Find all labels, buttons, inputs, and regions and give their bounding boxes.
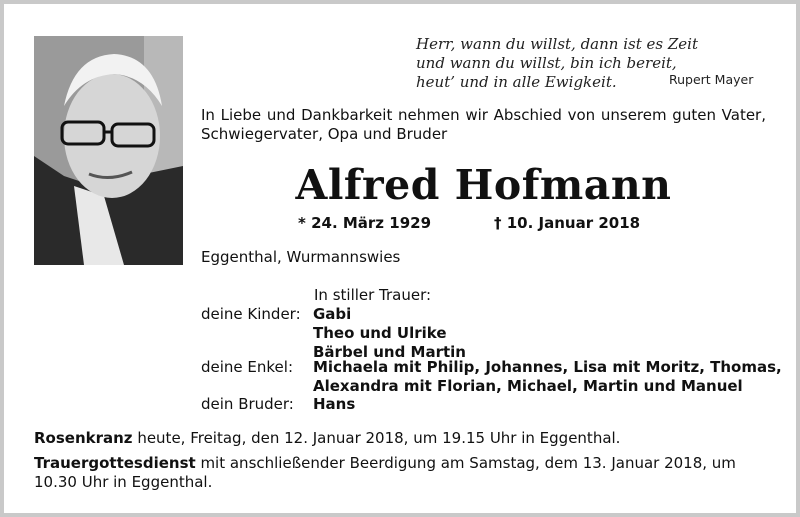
verse-line-3: heut’ und in alle Ewigkeit. — [416, 73, 617, 91]
brother-name: Hans — [313, 395, 356, 413]
intro-text: In Liebe und Dankbarkeit nehmen wir Abschied von unserem guten Vater, Schwiegervater, Opa und Bruder — [201, 106, 766, 143]
mourning-heading: In stiller Trauer: — [314, 286, 432, 304]
verse-line-1: Herr, wann du willst, dann ist es Zeit — [416, 35, 698, 53]
residence: Eggenthal, Wurmannswies — [201, 248, 401, 266]
child-3: Bärbel und Martin — [313, 343, 466, 361]
rosary-info — [34, 429, 774, 448]
child-1: Gabi — [313, 305, 352, 323]
rosary-text: heute, Freitag, den 12. Januar 2018, um 19.15 Uhr in Eggenthal. — [132, 429, 621, 447]
grandchildren-line-2: Alexandra mit Florian, Michael, Martin und Manuel — [313, 377, 743, 395]
funeral-service-text-2: 10.30 Uhr in Eggenthal. — [34, 473, 213, 491]
funeral-service-info — [34, 454, 774, 492]
verse-quote — [416, 35, 698, 92]
deceased-name: Alfred Hofmann — [295, 161, 672, 209]
verse-line-2: und wann du willst, bin ich bereit, — [416, 54, 677, 72]
portrait-photo — [34, 36, 183, 265]
children-label: deine Kinder: — [201, 305, 301, 323]
grandchildren-line-1: Michaela mit Philip, Johannes, Lisa mit Moritz, Thomas, — [313, 358, 782, 376]
verse-author: Rupert Mayer — [669, 72, 754, 87]
child-2: Theo und Ulrike — [313, 324, 447, 342]
brother-label: dein Bruder: — [201, 395, 294, 413]
funeral-service-label: Trauergottesdienst — [34, 454, 196, 472]
funeral-service-text-1: mit anschließender Beerdigung am Samstag, dem 13. Januar 2018, um — [195, 454, 736, 472]
grandchildren-list — [313, 358, 782, 396]
rosary-label: Rosenkranz — [34, 429, 133, 447]
death-date: † 10. Januar 2018 — [494, 214, 641, 232]
children-list — [313, 305, 466, 362]
birth-date: * 24. März 1929 — [298, 214, 432, 232]
grandchildren-label: deine Enkel: — [201, 358, 294, 376]
